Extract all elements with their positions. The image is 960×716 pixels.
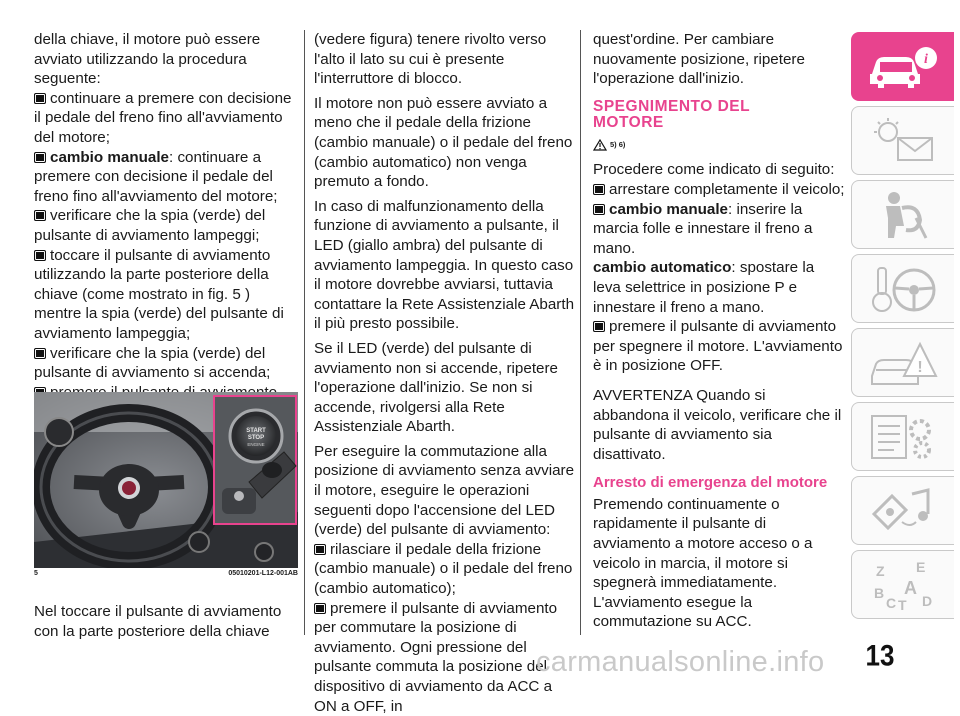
- warning-reference: 5) 6): [593, 135, 845, 155]
- column-3: [593, 30, 845, 632]
- bullet-icon: [314, 603, 326, 614]
- index-icon: [866, 558, 940, 612]
- bullet-icon: [593, 321, 605, 332]
- svg-text:T: T: [898, 596, 907, 612]
- figure-caption: [34, 570, 298, 580]
- safety-airbag-icon: [866, 188, 940, 242]
- bullet-item: toccare il pulsante di avviamento utilizzando la parte posteriore della chiave (come mostrato in fig. 5 ) mentre la spia (verde) del pulsante di avviamento lampeggia;: [34, 246, 284, 342]
- page-number: 13: [865, 637, 895, 673]
- paragraph: quest'ordine. Per cambiare nuovamente posizione, ripetere l'operazione dall'inizio.: [593, 31, 805, 88]
- bullet-item: verificare che la spia (verde) del pulsante di avviamento si accenda;: [34, 344, 271, 382]
- warning-triangle-icon: [593, 139, 607, 151]
- bullet-item: premere il pulsante di avviamento per commutare la posizione di avviamento. Ogni pressione del pulsante commuta la posizione del dispositivo di avviamento da ACC a ON a OFF, in: [314, 599, 558, 715]
- maintenance-icon: [866, 410, 940, 464]
- svg-text:i: i: [924, 51, 928, 67]
- svg-text:!: !: [917, 358, 923, 376]
- bullet-item: continuare a premere con decisione il pedale del freno fino all'avviamento del motore;: [34, 89, 292, 146]
- figure-code: 05010201-L12-001AB: [228, 570, 298, 577]
- bullet-icon: [314, 544, 326, 555]
- paragraph: In caso di malfunzionamento della funzione di avviamento a pulsante, il LED (giallo ambra) del pulsante di avviamento lampeggia. In questo caso il motore dovrebbe avviarsi, tuttavia contattare la Rete Assistenziale Abarth il più presto possibile.: [314, 197, 575, 333]
- bullet-icon: [34, 250, 46, 261]
- paragraph: (vedere figura) tenere rivolto verso l'alto il lato su cui è presente l'interruttore di blocco.: [314, 31, 547, 88]
- tab-multimedia[interactable]: [851, 476, 954, 545]
- bullet-icon: [593, 204, 605, 215]
- figure-number: 5: [34, 570, 38, 577]
- paragraph: Premendo continuamente o rapidamente il pulsante di avviamento a motore acceso o a veicolo in marcia, il motore si spegnerà immediatamente. L'avviamento esegue la commutazione su ACC.: [593, 495, 813, 631]
- svg-text:E: E: [916, 558, 926, 575]
- svg-text:B: B: [874, 584, 885, 601]
- bullet-item: cambio manuale: inserire la marcia folle e innestare il freno a mano.: [593, 200, 813, 257]
- tab-car-info[interactable]: [851, 32, 954, 101]
- figure-start-button: [34, 392, 298, 568]
- tab-maintenance[interactable]: [851, 402, 954, 471]
- bullet-item: verificare che la spia (verde) del pulsante di avviamento lampeggi;: [34, 207, 266, 244]
- tab-emergency[interactable]: [851, 328, 954, 397]
- subsection-heading: Arresto di emergenza del motore: [593, 474, 828, 492]
- section-heading: SPEGNIMENTO DEL MOTORE: [593, 97, 751, 131]
- bullet-icon: [34, 93, 46, 104]
- start-button-inset: [214, 396, 296, 524]
- car-info-icon: [866, 44, 940, 90]
- bullet-item: premere il pulsante di avviamento per spegnere il motore. L'avviamento è in posizione OFF.: [593, 318, 843, 375]
- paragraph: Nel toccare il pulsante di avviamento con la parte posteriore della chiave: [34, 603, 282, 640]
- starting-driving-icon: [866, 262, 940, 316]
- bullet-icon: [34, 210, 46, 221]
- column-1-continued: [34, 602, 298, 641]
- svg-text:C: C: [886, 594, 897, 611]
- button-text-engine: ENGINE: [247, 442, 265, 447]
- paragraph: cambio automatico: spostare la leva selettrice in posizione P e innestare il freno a mano.: [593, 259, 815, 316]
- watermark: carmanualsonline.info: [536, 646, 825, 678]
- column-2: [314, 30, 576, 716]
- paragraph: Se il LED (verde) del pulsante di avviamento non si accende, ripetere l'operazione dall'inizio. Se non si accende, rivolgersi alla Rete Assistenziale Abarth.: [314, 339, 558, 436]
- emergency-icon: [866, 336, 940, 390]
- bullet-icon: [593, 184, 605, 195]
- warning-paragraph: AVVERTENZA Quando si abbandona il veicolo, verificare che il pulsante di avviamento sia disattivato.: [593, 386, 842, 463]
- paragraph: Per eseguire la commutazione alla posizione di avviamento senza avviare il motore, eseguire le operazioni seguenti dopo l'accensione del LED (verde) del pulsante di avviamento:: [314, 442, 575, 539]
- multimedia-icon: [866, 484, 940, 538]
- tab-dashboard-lights[interactable]: [851, 106, 954, 175]
- bullet-item: rilasciare il pedale della frizione (cambio manuale) o il pedale del freno (cambio automatico);: [314, 540, 573, 598]
- bullet-icon: [34, 348, 46, 359]
- dashboard-lights-icon: [866, 116, 940, 166]
- column-divider: [304, 30, 305, 635]
- paragraph: Il motore non può essere avviato a meno che il pedale della frizione (cambio manuale) o il pedale del freno (cambio automatico) non venga premuto a fondo.: [314, 94, 573, 191]
- svg-text:D: D: [922, 592, 933, 609]
- tab-index[interactable]: [851, 550, 954, 619]
- column-divider: [580, 30, 581, 635]
- bullet-item: arrestare completamente il veicolo;: [593, 180, 845, 200]
- car-interior-photo: [34, 392, 298, 568]
- button-text-start: START: [246, 428, 266, 434]
- paragraph: Procedere come indicato di seguito:: [593, 161, 835, 179]
- svg-text:A: A: [904, 577, 917, 598]
- chapter-sidebar: [851, 32, 954, 624]
- button-text-stop: STOP: [247, 435, 265, 441]
- tab-starting-driving[interactable]: [851, 254, 954, 323]
- bullet-icon: [34, 152, 46, 163]
- paragraph: della chiave, il motore può essere avviato utilizzando la procedura seguente:: [34, 31, 261, 88]
- tab-safety[interactable]: [851, 180, 954, 249]
- column-1: [34, 30, 298, 422]
- bullet-item: cambio manuale: continuare a premere con decisione il pedale del freno fino all'avviamento del motore;: [34, 148, 278, 205]
- svg-text:Z: Z: [876, 562, 885, 579]
